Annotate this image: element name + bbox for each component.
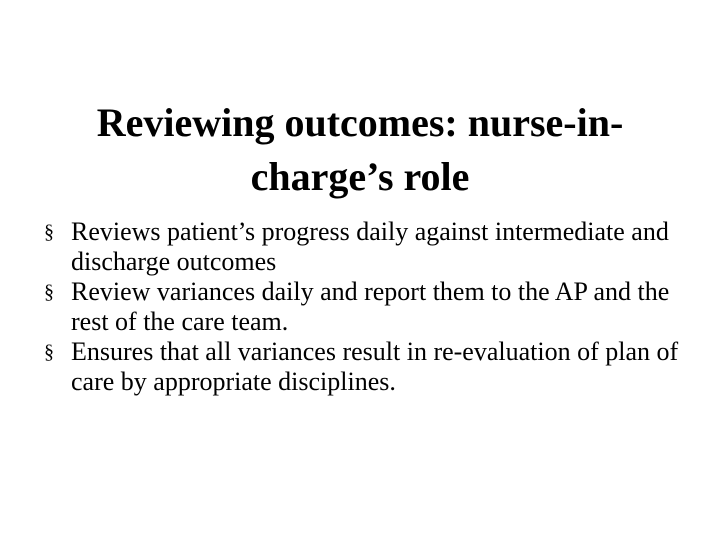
slide-title-line-2: charge’s role [250,154,470,199]
slide-title-line-1: Reviewing outcomes: nurse-in- [96,100,624,145]
bullet-item-1 [40,217,700,277]
bullet-text-2: Review variances daily and report them to the AP and the rest of the care team. [71,277,670,336]
section-sign-bullet-icon: § [44,281,54,303]
bullet-text-1: Reviews patient’s progress daily against intermediate and discharge outcomes [71,217,669,276]
slide-title [60,96,660,204]
section-sign-bullet-icon: § [44,341,54,363]
bullet-text-3: Ensures that all variances result in re-evaluation of plan of care by appropriate disciplines. [71,337,679,396]
bullet-list [40,217,700,397]
bullet-item-2 [40,277,700,337]
section-sign-bullet-icon: § [44,221,54,243]
bullet-item-3 [40,337,700,397]
